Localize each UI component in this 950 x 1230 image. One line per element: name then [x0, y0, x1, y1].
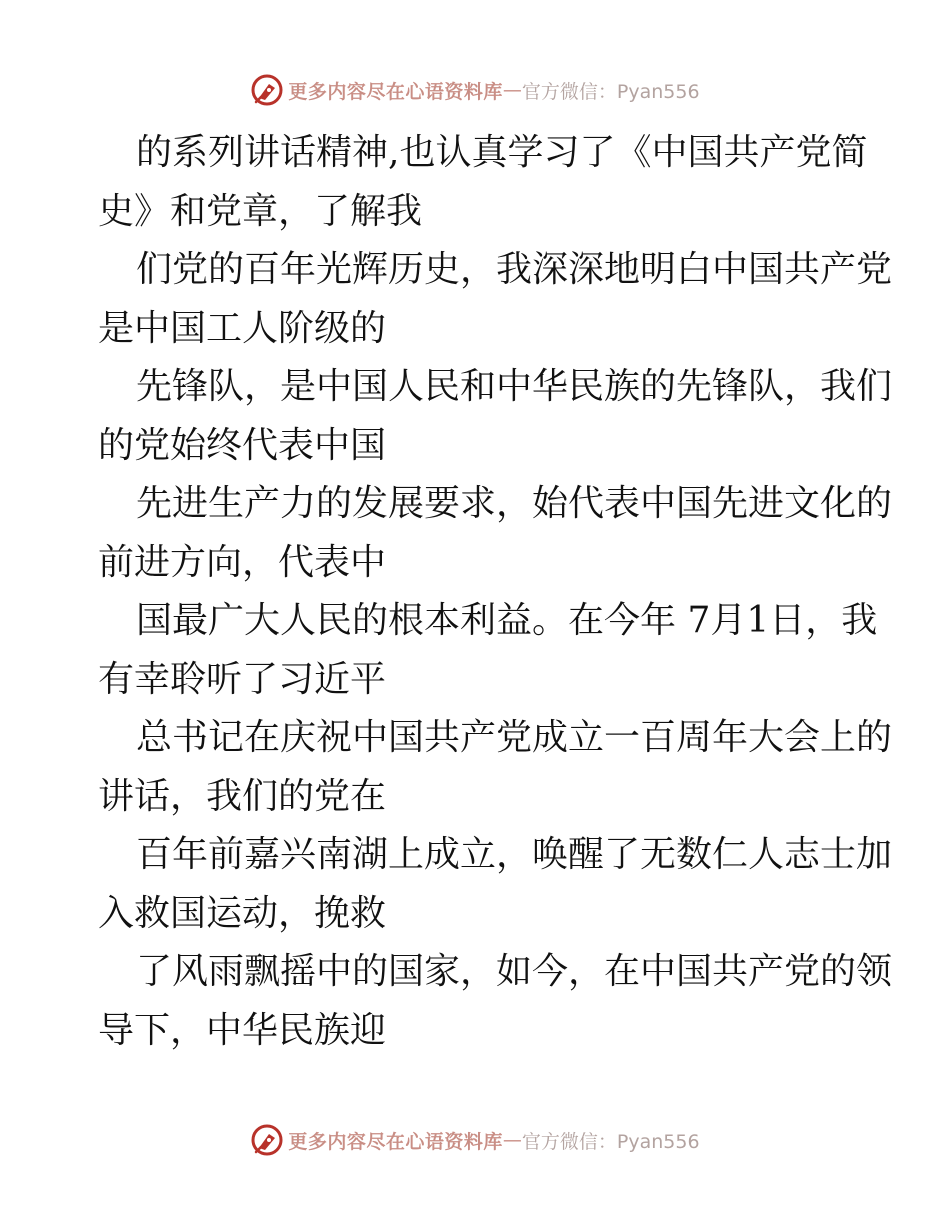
- text-line-10: 有幸聆听了习近平: [98, 658, 387, 700]
- text-line-13: 百年前嘉兴南湖上成立，唤醒了无数仁人志士加: [136, 834, 893, 875]
- text-line-11: 总书记在庆祝中国共产党成立一百周年大会上的: [136, 717, 893, 758]
- text-line-6: 的党始终代表中国: [98, 424, 387, 466]
- footer-watermark-banner: [0, 1120, 950, 1160]
- header-watermark-banner: [0, 70, 950, 110]
- watermark-wechat-text: 官方微信：Pyan556: [521, 1130, 700, 1153]
- watermark-dash: —: [502, 1129, 522, 1151]
- text-line-9: 国最广大人民的根本利益。在今年 7月1日，我: [136, 600, 878, 641]
- text-line-16: 导下，中华民族迎: [98, 1009, 387, 1051]
- text-line-8: 前进方向，代表中: [98, 541, 387, 583]
- text-line-4: 是中国工人阶级的: [98, 307, 387, 349]
- text-line-3: 们党的百年光辉历史，我深深地明白中国共产党: [136, 249, 893, 290]
- document-body: [98, 124, 893, 1060]
- text-line-5: 先锋队，是中国人民和中华民族的先锋队，我们: [136, 366, 893, 407]
- text-line-7: 先进生产力的发展要求，始代表中国先进文化的: [136, 483, 893, 524]
- footer-watermark-content: [250, 1123, 699, 1157]
- watermark-wechat-text: 官方微信：Pyan556: [521, 80, 700, 103]
- watermark-site-text: 更多内容尽在心语资料库: [288, 1130, 503, 1153]
- header-watermark-content: [250, 73, 699, 107]
- text-line-14: 入救国运动，挽救: [98, 892, 387, 934]
- pen-nib-logo-icon: [250, 73, 284, 107]
- pen-nib-logo-icon: [250, 1123, 284, 1157]
- watermark-site-text: 更多内容尽在心语资料库: [288, 80, 503, 103]
- text-line-12: 讲话，我们的党在: [98, 775, 387, 817]
- text-line-1: 的系列讲话精神,也认真学习了《中国共产党简: [136, 132, 868, 173]
- text-line-2: 史》和党章，了解我: [98, 190, 423, 232]
- text-line-15: 了风雨飘摇中的国家，如今，在中国共产党的领: [136, 951, 893, 992]
- watermark-dash: —: [502, 79, 522, 101]
